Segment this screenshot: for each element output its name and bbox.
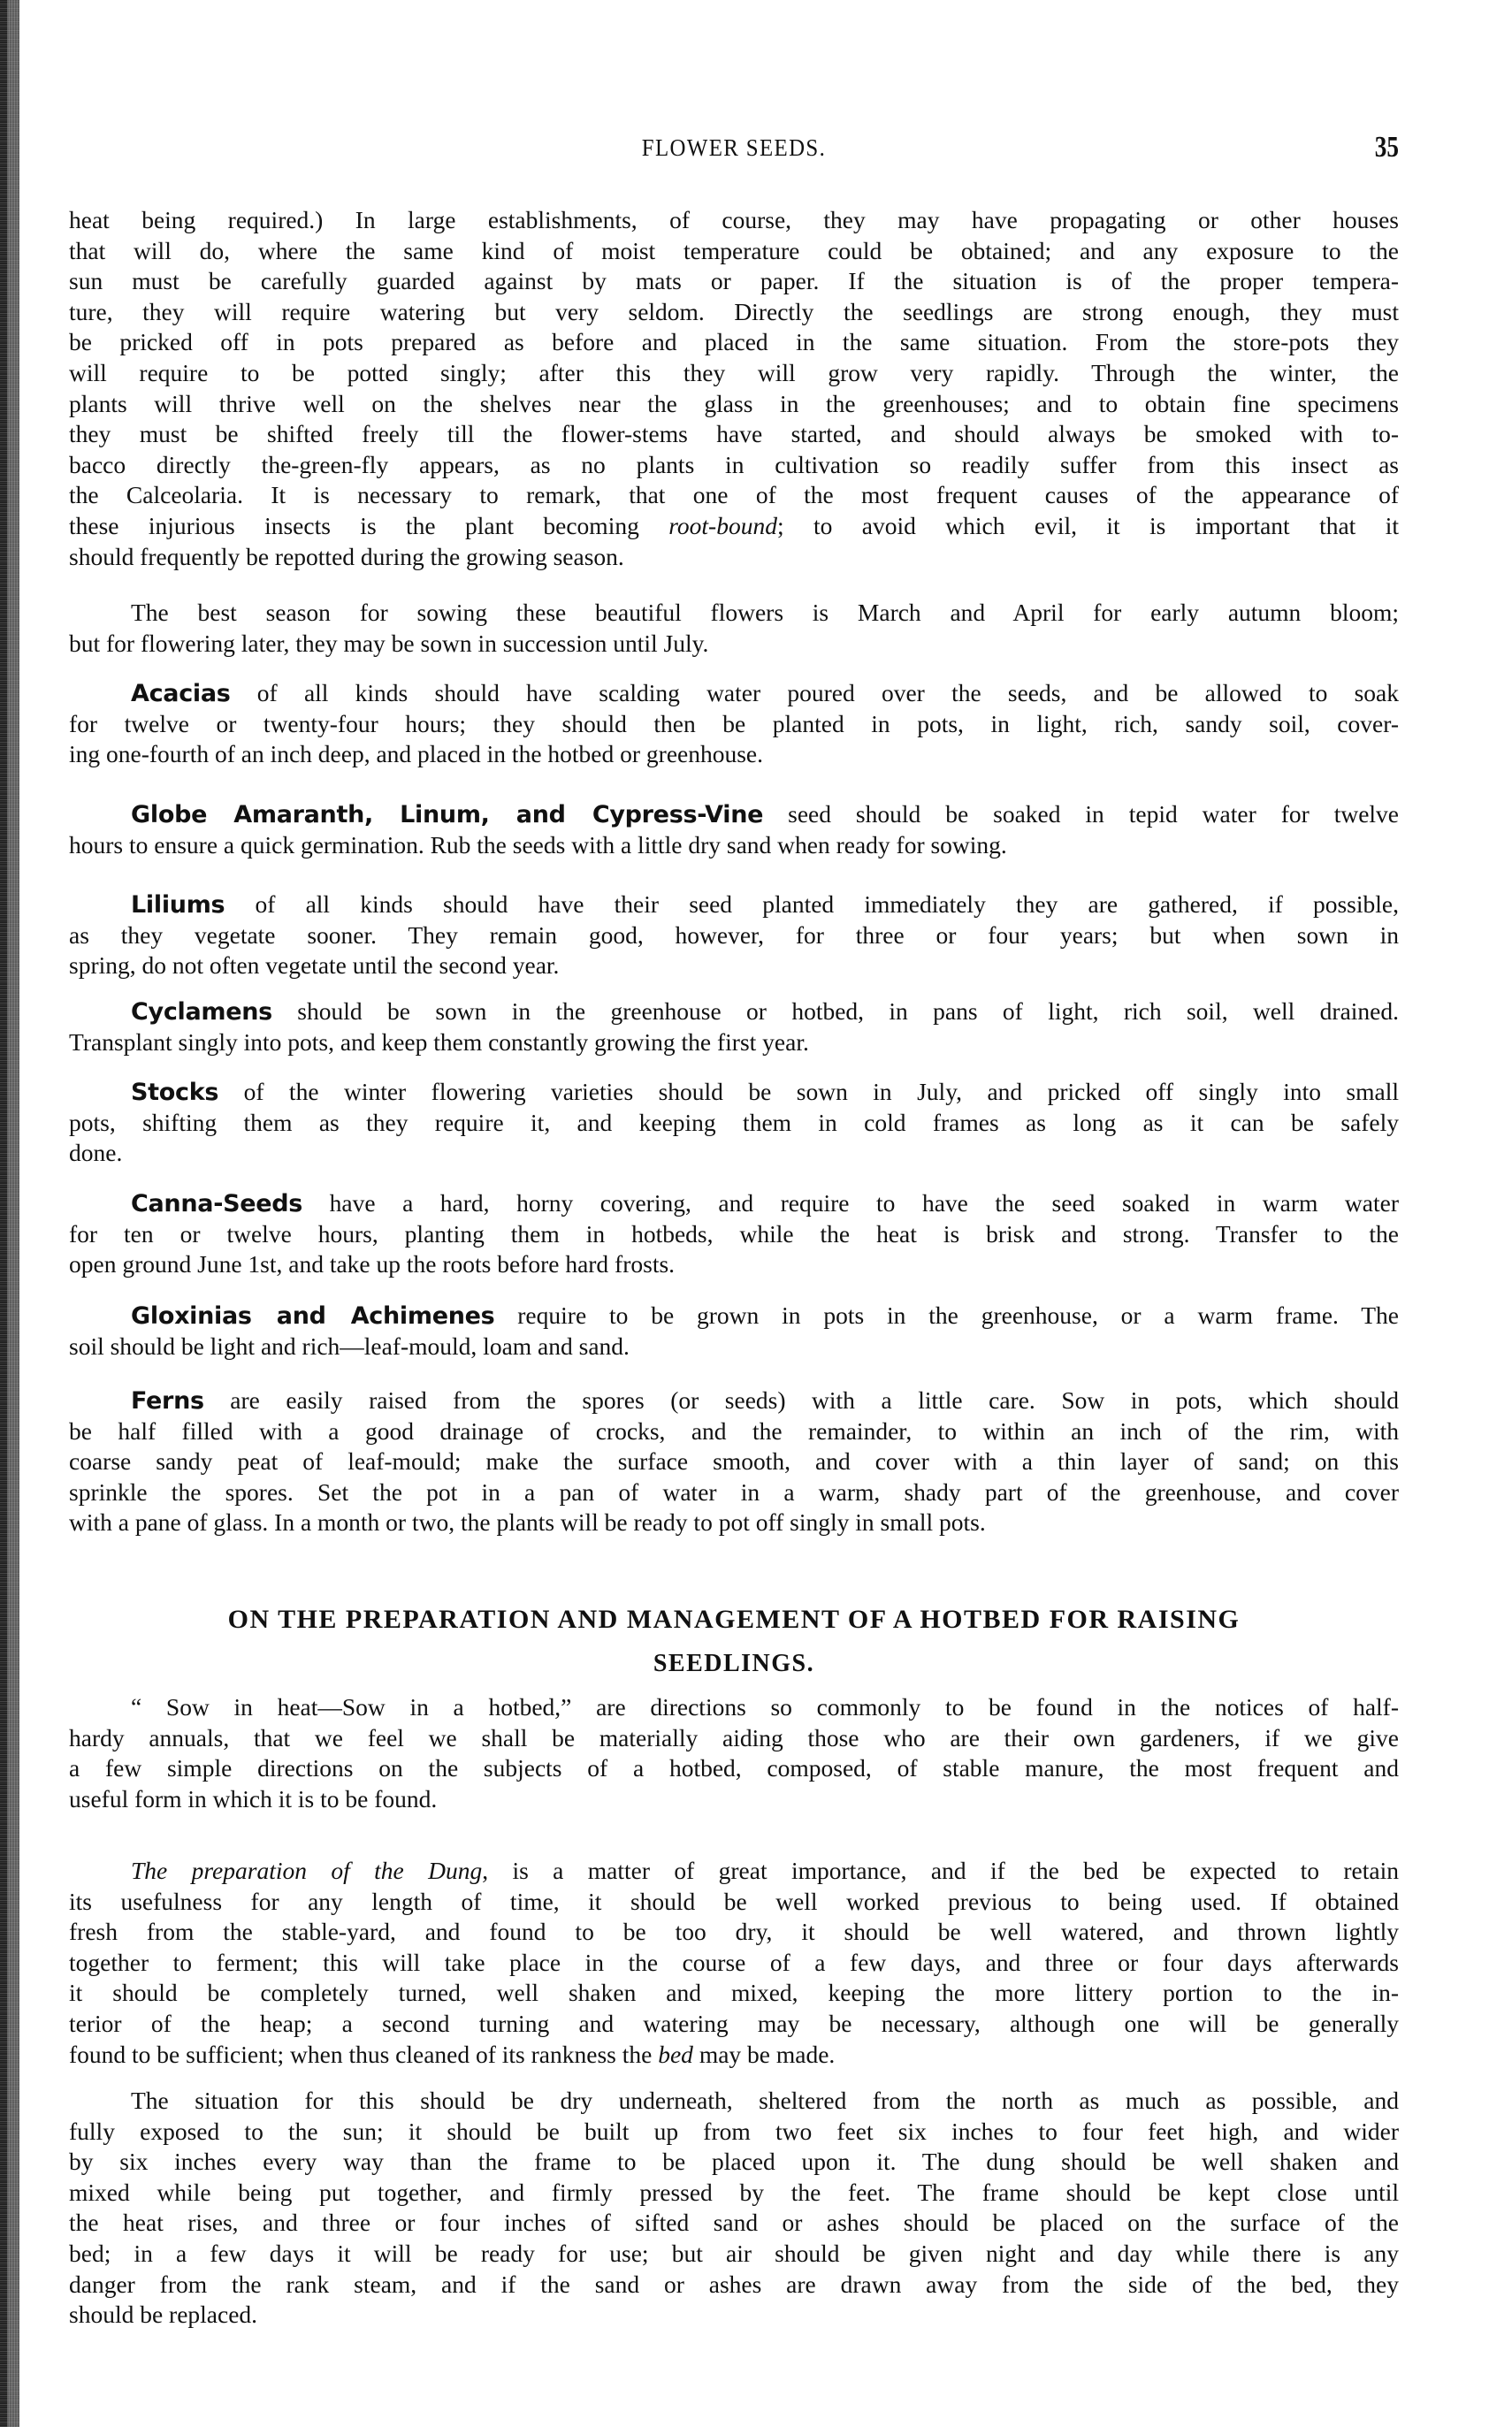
text-line: soil should be light and rich—leaf-mould, loam and sand. [69, 1332, 630, 1360]
text-line: coarse sandy peat of leaf-mould; make the surface smooth, and cover with a thin layer of sand; on this [69, 1447, 1399, 1476]
text-line: Stocks of the winter flowering varieties should be sown in July, and pricked off singly into small [131, 1078, 1399, 1106]
text-line: open ground June 1st, and take up the roots before hard frosts. [69, 1250, 676, 1278]
text-line: terior of the heap; a second turning and watering may be necessary, although one will be generally [69, 2009, 1399, 2037]
text-line: be pricked off in pots prepared as before and placed in the same situation. From the store-pots they [69, 328, 1399, 356]
entry-liliums [69, 889, 1399, 981]
text-line: the Calceolaria. It is necessary to remark, that one of the most frequent causes of the appearance of [69, 481, 1399, 509]
text-line: will require to be potted singly; after this they will grow very rapidly. Through the winter, the [69, 358, 1399, 386]
text-line: Transplant singly into pots, and keep them constantly growing the first year. [69, 1027, 809, 1056]
text-line: a few simple directions on the subjects of a hotbed, composed, of stable manure, the most frequent and [69, 1754, 1399, 1782]
text-line: together to ferment; this will take place in the course of a few days, and three or four days afterwards [69, 1948, 1399, 1976]
text-line: The preparation of the Dung, is a matter of great importance, and if the bed be expected to retain [131, 1857, 1400, 1884]
text-line: ing one-fourth of an inch deep, and placed in the hotbed or greenhouse. [69, 740, 764, 768]
text-line: its usefulness for any length of time, it should be well worked previous to being used. If obtained [69, 1887, 1399, 1915]
entry-gloxinias-achimenes [69, 1301, 1399, 1362]
entry-title: Acacias [131, 680, 231, 707]
text-line: “ Sow in heat—Sow in a hotbed,” are directions so commonly to be found in the notices of half- [131, 1693, 1399, 1721]
text-line: should be replaced. [69, 2301, 258, 2329]
book-binding-edge [0, 0, 19, 2427]
text-line: spring, do not often vegetate until the second year. [69, 951, 560, 980]
text-line: pots, shifting them as they require it, and keeping them in cold frames as long as it can be safely [69, 1108, 1399, 1136]
text-line: Liliums of all kinds should have their seed planted immediately they are gathered, if possible, [131, 890, 1399, 919]
text-line: mixed while being put together, and firmly pressed by the feet. The frame should be kept close until [69, 2178, 1399, 2206]
text-line: but for flowering later, they may be sown in succession until July. [69, 629, 709, 657]
text-line: these injurious insects is the plant becoming root-bound; to avoid which evil, it is important that it [69, 511, 1399, 539]
text-line: done. [69, 1139, 123, 1167]
text-line: should frequently be repotted during the growing season. [69, 542, 624, 570]
text-line: bacco directly the-green-fly appears, as no plants in cultivation so readily suffer from this insect as [69, 450, 1399, 478]
text-line: be half filled with a good drainage of crocks, and the remainder, to within an inch of the rim, with [69, 1416, 1399, 1445]
paragraph-preparation-of-dung [69, 1856, 1399, 2070]
text-line: hardy annuals, that we feel we shall be materially aiding those who are their own gardeners, if we give [69, 1723, 1399, 1752]
text-line: they must be shifted freely till the flower-stems have started, and should always be smoked with to- [69, 420, 1399, 448]
text-line: hours to ensure a quick germination. Rub the seeds with a little dry sand when ready for sowing. [69, 830, 1007, 859]
entry-title: Canna-Seeds [131, 1190, 303, 1217]
text-line: useful form in which it is to be found. [69, 1784, 438, 1813]
text-line: The best season for sowing these beautiful flowers is March and April for early autumn bloom; [131, 599, 1399, 626]
text-line: bed; in a few days it will be ready for use; but air should be given night and day while there is any [69, 2239, 1399, 2267]
text-line: fully exposed to the sun; it should be built up from two feet six inches to four feet high, and wider [69, 2117, 1399, 2145]
text-line: sun must be carefully guarded against by mats or paper. If the situation is of the proper tempera- [69, 267, 1399, 295]
text-line: Cyclamens should be sown in the greenhouse or hotbed, in pans of light, rich soil, well drained. [131, 997, 1399, 1026]
text-line: by six inches every way than the frame to be placed upon it. The dung should be well shaken and [69, 2148, 1399, 2176]
text-line: the heat rises, and three or four inches of sifted sand or ashes should be placed on the surface of the [69, 2209, 1399, 2237]
paragraph-best-season [69, 598, 1399, 659]
text-line: for ten or twelve hours, planting them in hotbeds, while the heat is brisk and strong. Transfer to the [69, 1219, 1399, 1248]
entry-acacias [69, 678, 1399, 770]
text-line: Globe Amaranth, Linum, and Cypress-Vine seed should be soaked in tepid water for twelve [131, 800, 1399, 828]
text-line: The situation for this should be dry underneath, sheltered from the north as much as possible, and [131, 2087, 1399, 2114]
italic-term: bed [658, 2040, 693, 2068]
text-line: found to be sufficient; when thus cleaned of its rankness the bed may be made. [69, 2040, 836, 2068]
entry-title: Ferns [131, 1387, 204, 1415]
text-line: it should be completely turned, well shaken and mixed, keeping the more littery portion to the in- [69, 1979, 1399, 2007]
section-heading: ON THE PREPARATION AND MANAGEMENT OF A HOTBED FOR RAISING [227, 1605, 1241, 1634]
page-number: 35 [1374, 131, 1399, 164]
text-line: for twelve or twenty-four hours; they should then be planted in pots, in light, rich, sandy soil, cover- [69, 709, 1399, 737]
entry-stocks [69, 1077, 1399, 1169]
text-line: heat being required.) In large establishments, of course, they may have propagating or other houses [69, 206, 1399, 233]
text-line: that will do, where the same kind of moist temperature could be obtained; and any exposure to the [69, 236, 1399, 264]
entry-title: Cyclamens [131, 998, 272, 1026]
entry-title: Globe Amaranth, Linum, and Cypress-Vine [131, 801, 764, 828]
text-line: Gloxinias and Achimenes require to be grown in pots in the greenhouse, or a warm frame. The [131, 1301, 1400, 1330]
italic-term: root-bound [668, 511, 777, 539]
text-line: as they vegetate sooner. They remain good, however, for three or four years; but when sown in [69, 920, 1399, 949]
text-line: with a pane of glass. In a month or two, the plants will be ready to pot off singly in small pots. [69, 1508, 986, 1537]
text-line: Canna-Seeds have a hard, horny covering, and require to have the seed soaked in warm water [131, 1189, 1399, 1217]
entry-title: Liliums [131, 891, 225, 919]
entry-ferns [69, 1385, 1399, 1538]
entry-canna-seeds [69, 1188, 1399, 1280]
entry-title: Gloxinias and Achimenes [131, 1302, 495, 1330]
text-line: plants will thrive well on the shelves near the glass in the greenhouses; and to obtain fine specimens [69, 389, 1399, 417]
text-line: Acacias of all kinds should have scalding water poured over the seeds, and be allowed to soak [131, 679, 1399, 707]
entry-cyclamens [69, 996, 1399, 1057]
running-head [69, 131, 1399, 170]
text-line: danger from the rank steam, and if the sand or ashes are drawn away from the side of the bed, they [69, 2270, 1399, 2298]
entry-title: Stocks [131, 1079, 219, 1106]
italic-term: The preparation of the Dung [131, 1857, 483, 1884]
paragraph-calceolaria-continued [69, 205, 1399, 572]
text-line: Ferns are easily raised from the spores (or seeds) with a little care. Sow in pots, which should [131, 1386, 1399, 1415]
text-line: fresh from the stable-yard, and found to be too dry, it should be well watered, and thrown lightly [69, 1918, 1399, 1946]
text-line: ture, they will require watering but very seldom. Directly the seedlings are strong enough, they must [69, 297, 1399, 325]
section-heading-continued: SEEDLINGS. [653, 1650, 815, 1677]
running-title: FLOWER SEEDS. [641, 134, 827, 161]
entry-globe-amaranth [69, 799, 1399, 860]
paragraph-situation [69, 2086, 1399, 2331]
paragraph-sow-in-heat [69, 1692, 1399, 1814]
text-line: sprinkle the spores. Set the pot in a pan of water in a warm, shady part of the greenhouse, and cover [69, 1477, 1399, 1506]
